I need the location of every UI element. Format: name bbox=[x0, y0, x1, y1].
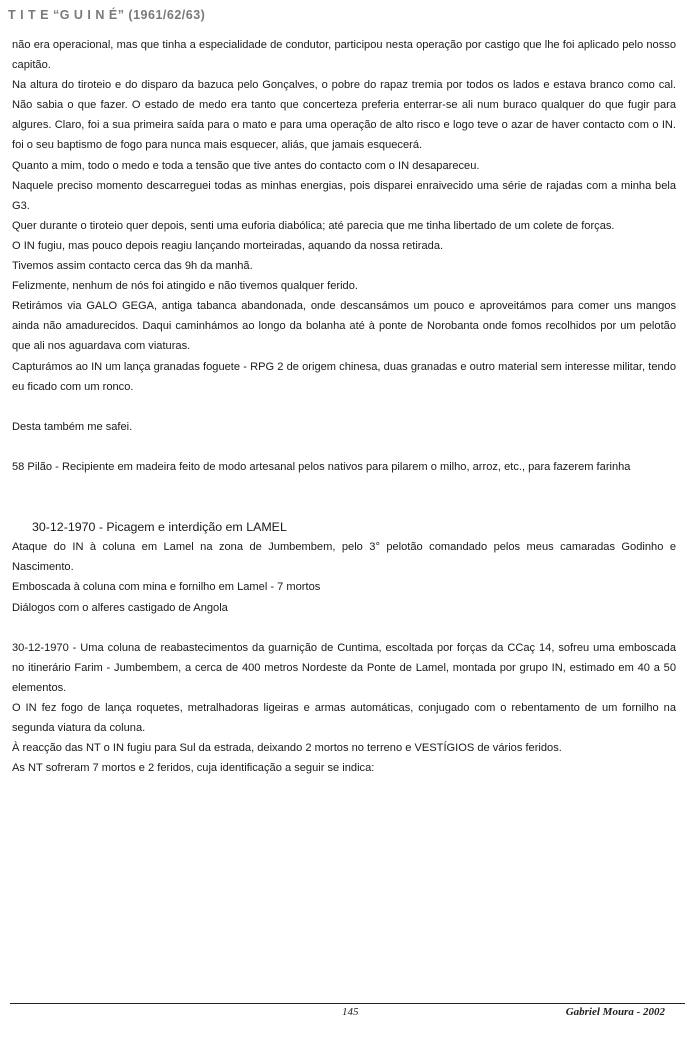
body-paragraph: À reacção das NT o IN fugiu para Sul da estrada, deixando 2 mortos no terreno e VESTÍGIOS de vários feridos. bbox=[12, 742, 562, 755]
body-paragraph: não era operacional, mas que tinha a especialidade de condutor, participou nesta operação por castigo que lhe foi aplicado pelo nosso capitão. bbox=[12, 39, 676, 72]
body-paragraph: Felizmente, nenhum de nós foi atingido e não tivemos qualquer ferido. bbox=[12, 280, 358, 293]
body-paragraph: O IN fez fogo de lança roquetes, metralhadoras ligeiras e armas automáticas, conjugado com o rebentamento de um fornilho na segunda viatura da coluna. bbox=[12, 702, 676, 735]
body-paragraph: 30-12-1970 - Uma coluna de reabastecimentos da guarnição de Cuntima, escoltada por forças da CCaç 14, sofreu uma emboscada no itinerário Farim - Jumbembem, a cerca de 400 metros Nordeste da Ponte de Lamel, montada por grupo IN, estimado em 40 a 50 elementos. bbox=[12, 641, 676, 694]
section-line: Diálogos com o alferes castigado de Angola bbox=[12, 601, 228, 614]
spacer bbox=[12, 397, 676, 417]
section-line: Emboscada à coluna com mina e fornilho em Lamel - 7 mortos bbox=[12, 581, 321, 594]
body-paragraph: O IN fugiu, mas pouco depois reagiu lançando morteiradas, aquando da nossa retirada. bbox=[12, 239, 444, 252]
footnote: 58 Pilão - Recipiente em madeira feito de modo artesanal pelos nativos para pilarem o milho, arroz, etc., para fazerem farinha bbox=[12, 460, 631, 473]
page-number: 145 bbox=[342, 1006, 359, 1018]
spacer bbox=[12, 437, 676, 457]
body-paragraph: Capturámos ao IN um lança granadas foguete - RPG 2 de origem chinesa, duas granadas e outro material sem interesse militar, tendo eu ficado com um ronco. bbox=[12, 360, 676, 393]
author-credit: Gabriel Moura - 2002 bbox=[565, 1006, 665, 1018]
section-heading: 30-12-1970 - Picagem e interdição em LAMEL bbox=[32, 520, 287, 535]
body-paragraph: Quer durante o tiroteio quer depois, senti uma euforia diabólica; até parecia que me tinha libertado de um colete de forças. bbox=[12, 219, 615, 232]
page-body bbox=[12, 35, 676, 778]
spacer bbox=[12, 618, 676, 638]
body-paragraph: Naquele preciso momento descarreguei todas as minhas energias, pois disparei enraivecido uma série de rajadas com a minha bela G3. bbox=[12, 179, 676, 212]
body-paragraph: Tivemos assim contacto cerca das 9h da manhã. bbox=[12, 260, 253, 273]
section-line: Ataque do IN à coluna em Lamel na zona de Jumbembem, pelo 3° pelotão comandado pelos meus camaradas Godinho e Nascimento. bbox=[12, 541, 676, 574]
running-header: T I T E “G U I N É” (1961/62/63) bbox=[8, 8, 206, 22]
body-paragraph: Quanto a mim, todo o medo e toda a tensão que tive antes do contacto com o IN desapareceu. bbox=[12, 159, 480, 172]
spacer bbox=[12, 477, 676, 517]
body-paragraph: Na altura do tiroteio e do disparo da bazuca pelo Gonçalves, o pobre do rapaz tremia por todos os lados e estava branco como cal. Não sabia o que fazer. O estado de medo era tanto que concerteza preferia enterrar-se ali num buraco qualquer do que fugir para algures. Claro, foi a sua primeira saída para o mato e para uma operação de alto risco e logo teve o azar de haver contacto com o IN. foi o seu baptismo de fogo para nunca mais esquecer, aliás, que jamais esquecerá. bbox=[12, 79, 676, 152]
footer-divider bbox=[10, 1003, 685, 1004]
body-paragraph: As NT sofreram 7 mortos e 2 feridos, cuja identificação a seguir se indica: bbox=[12, 762, 375, 775]
closing-line: Desta também me safei. bbox=[12, 420, 133, 433]
body-paragraph: Retirámos via GALO GEGA, antiga tabanca abandonada, onde descansámos um pouco e aproveitámos para comer uns mangos ainda não amadurecidos. Daqui caminhámos ao longo da bolanha até à ponte de Norobanta onde fomos recolhidos por um pelotão que ali nos aguardava com viaturas. bbox=[12, 300, 676, 353]
